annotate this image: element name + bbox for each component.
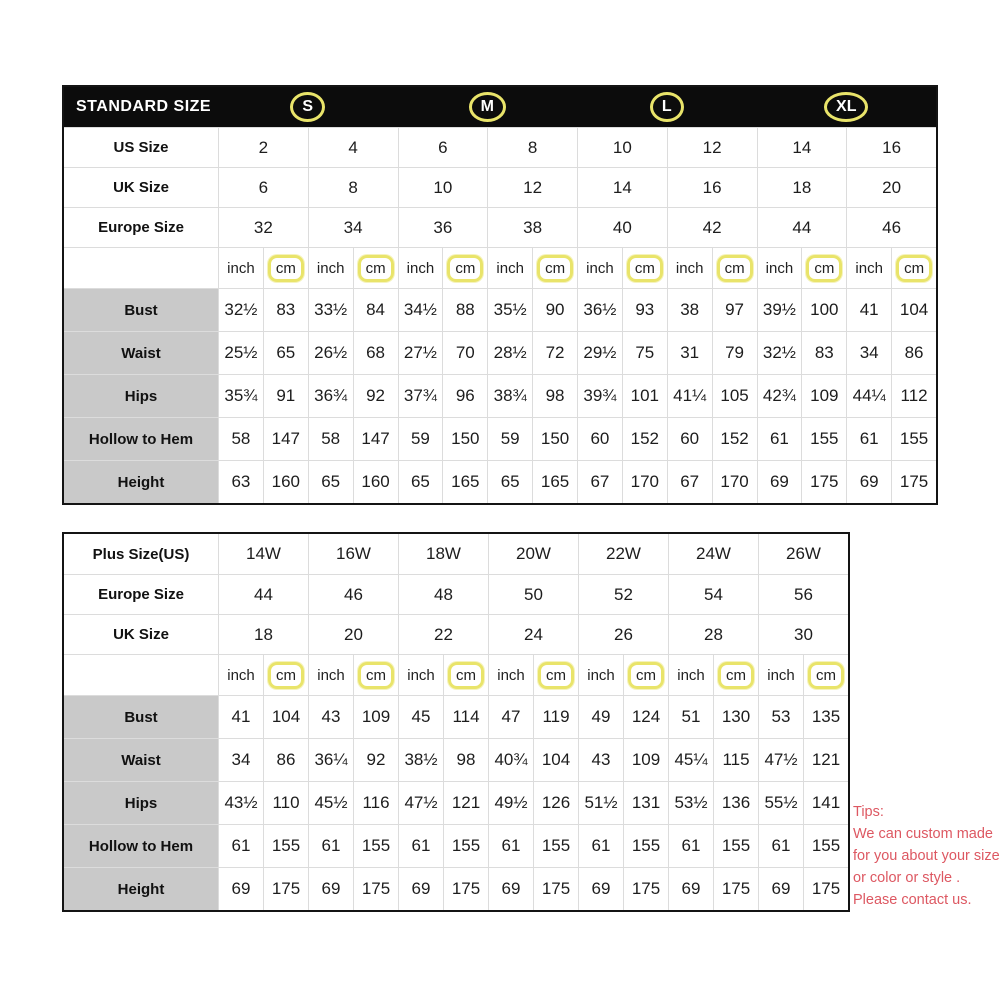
size-value: 32 [218,208,308,247]
measure-value: 63 [218,461,263,503]
unit-empty-cell [64,655,218,695]
size-letter-group [398,87,578,127]
measure-value: 39¾ [577,375,622,417]
measure-value: 47½ [758,739,803,781]
measure-row [64,738,848,781]
measure-value: 37¾ [398,375,443,417]
inch-label: inch [667,248,712,288]
inch-label: inch [846,248,891,288]
measure-value: 97 [712,289,757,331]
size-value: 42 [667,208,757,247]
row-label: Bust [64,289,218,331]
measure-value: 109 [801,375,846,417]
cm-label-highlighted: cm [538,662,574,689]
measure-value: 59 [398,418,443,460]
measure-value: 175 [353,868,398,910]
cm-label-highlighted: cm [537,255,573,282]
measure-value: 135 [803,696,848,738]
row-label: US Size [113,139,169,156]
measure-value: 124 [623,696,668,738]
cm-cell [622,248,667,288]
measure-value: 165 [442,461,487,503]
cm-label-highlighted: cm [718,662,754,689]
measure-value: 83 [801,332,846,374]
measure-value: 69 [578,868,623,910]
inch-label: inch [577,248,622,288]
measure-row [64,867,848,910]
cm-cell [353,248,398,288]
measure-value: 175 [803,868,848,910]
measure-value: 49 [578,696,623,738]
measure-value: 32½ [218,289,263,331]
unit-empty-cell [64,248,218,288]
size-value: 2 [218,128,308,167]
measure-value: 45 [398,696,443,738]
measure-value: 69 [757,461,802,503]
cm-cell [263,248,308,288]
inch-label: inch [218,655,263,695]
measure-value: 104 [263,696,308,738]
measure-value: 40¾ [488,739,533,781]
measure-value: 155 [803,825,848,867]
size-value: 6 [218,168,308,207]
size-value: 28 [668,615,758,654]
size-value: 22 [398,615,488,654]
row-label: Hips [64,375,218,417]
size-value: 24W [668,534,758,574]
measure-value: 100 [801,289,846,331]
measure-value: 69 [488,868,533,910]
measure-value: 152 [712,418,757,460]
measure-row [64,374,936,417]
size-value: 10 [398,168,488,207]
measure-value: 61 [578,825,623,867]
measure-value: 86 [263,739,308,781]
measure-value: 65 [263,332,308,374]
measure-value: 101 [622,375,667,417]
row-label: Height [64,868,218,910]
size-row [64,614,848,654]
unit-row [64,247,936,288]
inch-label: inch [398,655,443,695]
size-value: 22W [578,534,668,574]
tips-title: Tips: [853,804,884,820]
tips-note [853,801,1000,911]
measure-value: 49½ [488,782,533,824]
inch-label: inch [578,655,623,695]
size-value: 44 [218,575,308,614]
measure-value: 75 [622,332,667,374]
measure-value: 61 [846,418,891,460]
row-label: Waist [64,332,218,374]
measure-value: 160 [353,461,398,503]
measure-value: 104 [533,739,578,781]
size-letter-badge: M [469,92,506,122]
measure-value: 45½ [308,782,353,824]
table-header [64,87,936,127]
measure-value: 69 [758,868,803,910]
size-value: 20W [488,534,578,574]
measure-value: 86 [891,332,936,374]
measure-value: 27½ [398,332,443,374]
measure-row [64,417,936,460]
row-label: Europe Size [98,586,184,603]
cm-label-highlighted: cm [896,255,932,282]
measure-value: 109 [353,696,398,738]
size-value: 8 [308,168,398,207]
measure-value: 155 [801,418,846,460]
plus-size-table [62,532,850,912]
cm-label-highlighted: cm [808,662,844,689]
measure-value: 155 [353,825,398,867]
tips-line: or color or style . [853,870,961,886]
size-value: 26 [578,615,668,654]
measure-value: 59 [487,418,532,460]
measure-value: 91 [263,375,308,417]
size-letter-group [577,87,757,127]
cm-cell [891,248,936,288]
measure-value: 61 [488,825,533,867]
measure-value: 92 [353,375,398,417]
measure-value: 175 [801,461,846,503]
size-value: 4 [308,128,398,167]
measure-value: 155 [443,825,488,867]
row-label: Europe Size [98,219,184,236]
measure-value: 35¾ [218,375,263,417]
measure-value: 112 [891,375,936,417]
measure-value: 175 [443,868,488,910]
measure-value: 61 [668,825,713,867]
size-row [64,574,848,614]
measure-value: 58 [218,418,263,460]
size-value: 18 [218,615,308,654]
measure-value: 34½ [398,289,443,331]
size-row [64,127,936,167]
cm-label-highlighted: cm [358,662,394,689]
size-value: 54 [668,575,758,614]
cm-label-highlighted: cm [806,255,842,282]
measure-value: 53½ [668,782,713,824]
cm-label-highlighted: cm [627,255,663,282]
inch-label: inch [757,248,802,288]
table-title: STANDARD SIZE [76,98,212,115]
size-value: 12 [487,168,577,207]
size-letter-group [757,87,937,127]
size-value: 38 [487,208,577,247]
size-value: 14 [757,128,847,167]
measure-value: 175 [533,868,578,910]
cm-cell [353,655,398,695]
measure-value: 69 [308,868,353,910]
size-letter-badge: S [290,92,325,122]
measure-value: 69 [846,461,891,503]
row-label: UK Size [113,179,169,196]
cm-label-highlighted: cm [628,662,664,689]
cm-cell [532,248,577,288]
inch-label: inch [758,655,803,695]
row-label: Waist [64,739,218,781]
measure-value: 141 [803,782,848,824]
inch-label: inch [308,248,353,288]
size-value: 16W [308,534,398,574]
size-value: 50 [488,575,578,614]
size-value: 18 [757,168,847,207]
measure-value: 175 [713,868,758,910]
size-row [64,167,936,207]
cm-cell [533,655,578,695]
measure-value: 60 [577,418,622,460]
measure-value: 110 [263,782,308,824]
size-value: 10 [577,128,667,167]
size-value: 16 [667,168,757,207]
measure-value: 170 [712,461,757,503]
measure-value: 115 [713,739,758,781]
measure-value: 155 [891,418,936,460]
measure-value: 43½ [218,782,263,824]
measure-value: 105 [712,375,757,417]
cm-label-highlighted: cm [268,662,304,689]
measure-value: 61 [398,825,443,867]
size-value: 20 [308,615,398,654]
size-value: 16 [846,128,936,167]
row-label: Hips [64,782,218,824]
size-value: 36 [398,208,488,247]
size-value: 56 [758,575,848,614]
measure-value: 55½ [758,782,803,824]
cm-label-highlighted: cm [268,255,304,282]
measure-value: 36¾ [308,375,353,417]
measure-value: 175 [263,868,308,910]
measure-value: 61 [218,825,263,867]
measure-value: 109 [623,739,668,781]
size-value: 40 [577,208,667,247]
measure-value: 92 [353,739,398,781]
standard-size-table [62,85,938,505]
size-value: 24 [488,615,578,654]
measure-value: 61 [308,825,353,867]
size-value: 14W [218,534,308,574]
measure-value: 83 [263,289,308,331]
measure-value: 116 [353,782,398,824]
measure-value: 45¼ [668,739,713,781]
measure-value: 61 [758,825,803,867]
measure-value: 61 [757,418,802,460]
measure-value: 155 [533,825,578,867]
measure-row [64,695,848,738]
measure-row [64,781,848,824]
measure-value: 104 [891,289,936,331]
measure-value: 93 [622,289,667,331]
measure-value: 34 [846,332,891,374]
row-label: Hollow to Hem [64,825,218,867]
measure-value: 160 [263,461,308,503]
measure-value: 84 [353,289,398,331]
measure-value: 43 [308,696,353,738]
measure-value: 51 [668,696,713,738]
size-value: 26W [758,534,848,574]
measure-value: 79 [712,332,757,374]
inch-label: inch [668,655,713,695]
measure-value: 165 [532,461,577,503]
measure-value: 70 [442,332,487,374]
measure-value: 29½ [577,332,622,374]
measure-value: 175 [891,461,936,503]
measure-value: 67 [667,461,712,503]
measure-value: 36¼ [308,739,353,781]
measure-value: 60 [667,418,712,460]
measure-value: 31 [667,332,712,374]
size-value: 52 [578,575,668,614]
measure-value: 155 [713,825,758,867]
measure-value: 121 [803,739,848,781]
measure-value: 150 [442,418,487,460]
unit-row [64,654,848,695]
measure-value: 88 [442,289,487,331]
measure-value: 38½ [398,739,443,781]
size-value: 48 [398,575,488,614]
measure-value: 152 [622,418,667,460]
size-letter-badge: L [650,92,684,122]
size-value: 46 [308,575,398,614]
measure-value: 25½ [218,332,263,374]
cm-cell [803,655,848,695]
measure-value: 41 [846,289,891,331]
measure-value: 69 [398,868,443,910]
measure-value: 65 [398,461,443,503]
measure-row [64,288,936,331]
measure-value: 35½ [487,289,532,331]
tips-line: Please contact us. [853,892,972,908]
measure-value: 47 [488,696,533,738]
inch-label: inch [398,248,443,288]
measure-value: 147 [353,418,398,460]
cm-cell [713,655,758,695]
measure-value: 67 [577,461,622,503]
measure-value: 98 [443,739,488,781]
measure-value: 38¾ [487,375,532,417]
size-value: 20 [846,168,936,207]
size-row [64,207,936,247]
measure-value: 69 [668,868,713,910]
cm-label-highlighted: cm [717,255,753,282]
measure-value: 43 [578,739,623,781]
measure-value: 131 [623,782,668,824]
measure-value: 26½ [308,332,353,374]
cm-cell [623,655,668,695]
measure-value: 130 [713,696,758,738]
size-value: 6 [398,128,488,167]
measure-value: 34 [218,739,263,781]
measure-value: 65 [308,461,353,503]
inch-label: inch [487,248,532,288]
measure-value: 96 [442,375,487,417]
cm-cell [443,655,488,695]
row-label: Height [64,461,218,503]
measure-value: 90 [532,289,577,331]
size-value: 44 [757,208,847,247]
measure-value: 65 [487,461,532,503]
cm-label-highlighted: cm [447,255,483,282]
measure-value: 28½ [487,332,532,374]
size-letter-group [218,87,398,127]
measure-value: 32½ [757,332,802,374]
size-value: 18W [398,534,488,574]
cm-cell [442,248,487,288]
measure-value: 41¼ [667,375,712,417]
size-value: 30 [758,615,848,654]
inch-label: inch [218,248,263,288]
cm-label-highlighted: cm [358,255,394,282]
tips-line: for you about your size [853,848,1000,864]
cm-label-highlighted: cm [448,662,484,689]
row-label: UK Size [113,626,169,643]
measure-value: 147 [263,418,308,460]
measure-value: 53 [758,696,803,738]
measure-row [64,331,936,374]
measure-value: 114 [443,696,488,738]
measure-value: 136 [713,782,758,824]
measure-value: 68 [353,332,398,374]
measure-value: 170 [622,461,667,503]
measure-value: 150 [532,418,577,460]
cm-cell [712,248,757,288]
measure-row [64,824,848,867]
cm-cell [263,655,308,695]
inch-label: inch [488,655,533,695]
measure-value: 36½ [577,289,622,331]
measure-value: 42¾ [757,375,802,417]
row-label: Plus Size(US) [92,545,190,563]
size-value: 12 [667,128,757,167]
row-label: Hollow to Hem [64,418,218,460]
measure-value: 155 [623,825,668,867]
measure-value: 69 [218,868,263,910]
measure-value: 121 [443,782,488,824]
size-row [64,534,848,574]
measure-value: 33½ [308,289,353,331]
measure-value: 41 [218,696,263,738]
cm-cell [801,248,846,288]
size-value: 46 [846,208,936,247]
size-letter-badge: XL [824,92,868,122]
measure-value: 175 [623,868,668,910]
measure-value: 51½ [578,782,623,824]
measure-value: 58 [308,418,353,460]
measure-value: 126 [533,782,578,824]
size-value: 14 [577,168,667,207]
measure-value: 155 [263,825,308,867]
measure-value: 98 [532,375,577,417]
inch-label: inch [308,655,353,695]
measure-value: 119 [533,696,578,738]
measure-value: 44¼ [846,375,891,417]
row-label: Bust [64,696,218,738]
measure-value: 38 [667,289,712,331]
measure-value: 72 [532,332,577,374]
measure-row [64,460,936,503]
size-value: 8 [487,128,577,167]
measure-value: 39½ [757,289,802,331]
measure-value: 47½ [398,782,443,824]
size-value: 34 [308,208,398,247]
tips-line: We can custom made [853,826,993,842]
